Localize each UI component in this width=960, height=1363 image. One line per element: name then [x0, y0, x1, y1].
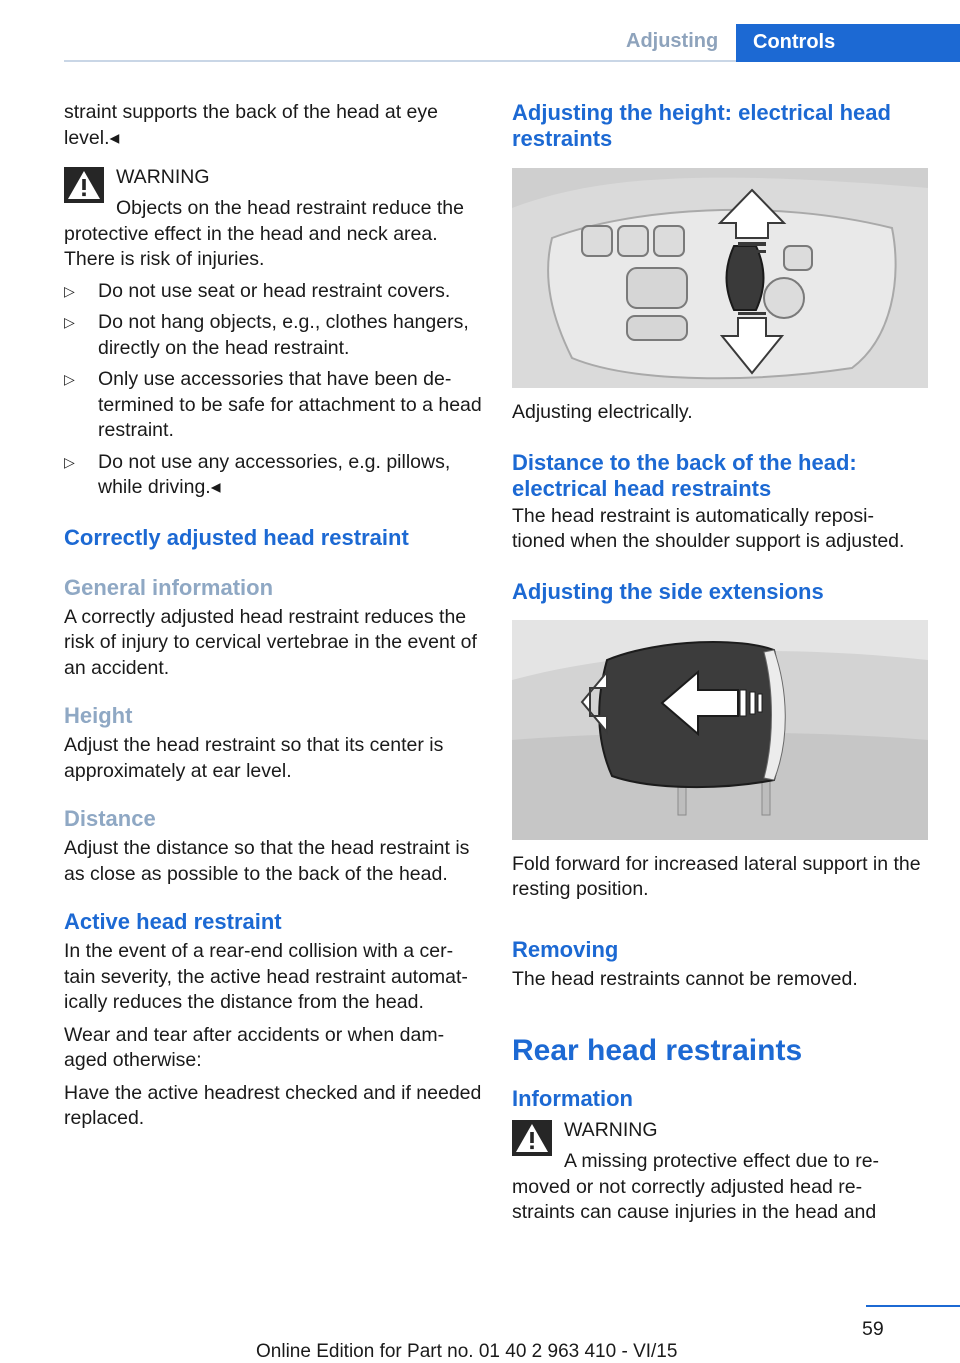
warning-block [64, 165, 482, 273]
online-edition-note: Online Edition for Part no. 01 40 2 963 410 - VI/15 [256, 1341, 678, 1362]
page-number: 59 [862, 1318, 884, 1340]
heading-information: Information [512, 1086, 633, 1111]
distance-text: Adjust the distance so that the head restraint is as close as possible to the back of the head. [64, 837, 470, 885]
warning-body: Objects on the head restraint reduce the protective effect in the head and neck area. There is risk of injuries. [64, 197, 464, 270]
list-item: ▷ Do not hang objects, e.g., clothes hangers, directly on the head restraint. [64, 311, 469, 359]
intro-text: straint supports the back of the head at eye level.◂ [64, 101, 438, 149]
triangle-bullet-icon: ▷ [64, 282, 75, 299]
left-column [64, 100, 482, 1132]
height-text: Adjust the head restraint so that its center is approximately at ear level. [64, 734, 444, 782]
wear-text: Wear and tear after accidents or when dam- aged otherwise: [64, 1023, 445, 1071]
general-information-text: A correctly adjusted head restraint reduces the risk of injury to cervical vertebrae in the event of an accident. [64, 605, 477, 679]
heading-side-extensions: Adjusting the side extensions [512, 578, 824, 604]
right-column [512, 100, 928, 1226]
active-head-restraint-text: In the event of a rear-end collision with a cer- tain severity, the active head restraint automat- ically reduces the distance from the head. [64, 940, 468, 1013]
heading-removing: Removing [512, 936, 619, 962]
header-chapter-tab: Controls [736, 24, 960, 62]
triangle-bullet-icon: ▷ [64, 371, 75, 387]
bullet-list [64, 279, 482, 501]
warning-title: WARNING [564, 1119, 658, 1141]
head-restraint-illustration [512, 620, 928, 840]
distance-electrical-text: The head restraint is automatically reposi- tioned when the shoulder support is adjusted. [512, 504, 905, 552]
heading-distance: Distance [64, 806, 156, 831]
side-extensions-figure [512, 620, 928, 840]
triangle-bullet-icon: ▷ [64, 453, 75, 470]
header-section-label: Adjusting [626, 30, 719, 52]
list-item: ▷ Only use accessories that have been de- termined to be safe for attachment to a head restraint. [64, 368, 482, 441]
seat-controls-figure [512, 168, 928, 388]
heading-height-electrical: Adjusting the height: electrical head restraints [512, 100, 891, 151]
heading-correct-head-restraint: Correctly adjusted head restraint [64, 524, 409, 550]
list-item: ▷ Do not use seat or head restraint covers. [64, 279, 482, 305]
seat-controls-illustration [512, 168, 928, 388]
footer-divider [866, 1305, 960, 1307]
heading-rear-head-restraints: Rear head restraints [512, 1034, 803, 1067]
warning-block [512, 1118, 928, 1226]
heading-height: Height [64, 703, 133, 728]
heading-distance-electrical: Distance to the back of the head: electrical head restraints [512, 449, 857, 501]
warning-triangle-icon [512, 1120, 552, 1156]
triangle-bullet-icon: ▷ [64, 314, 75, 330]
warning-triangle-icon [64, 167, 104, 203]
removing-text: The head restraints cannot be removed. [512, 967, 858, 990]
list-item: ▷ Do not use any accessories, e.g. pillows, while driving.◂ [64, 450, 451, 498]
warning-body: A missing protective effect due to re- moved or not correctly adjusted head re- straints can cause injuries in the head and [512, 1150, 880, 1223]
check-text: Have the active headrest checked and if needed replaced. [64, 1081, 482, 1129]
caption-fold-forward: Fold forward for increased lateral support in the resting position. [512, 852, 921, 900]
warning-title: WARNING [116, 166, 210, 188]
caption-adjusting-electrically: Adjusting electrically. [512, 401, 693, 423]
heading-general-information: General information [64, 574, 274, 600]
heading-active-head-restraint: Active head restraint [64, 909, 282, 934]
